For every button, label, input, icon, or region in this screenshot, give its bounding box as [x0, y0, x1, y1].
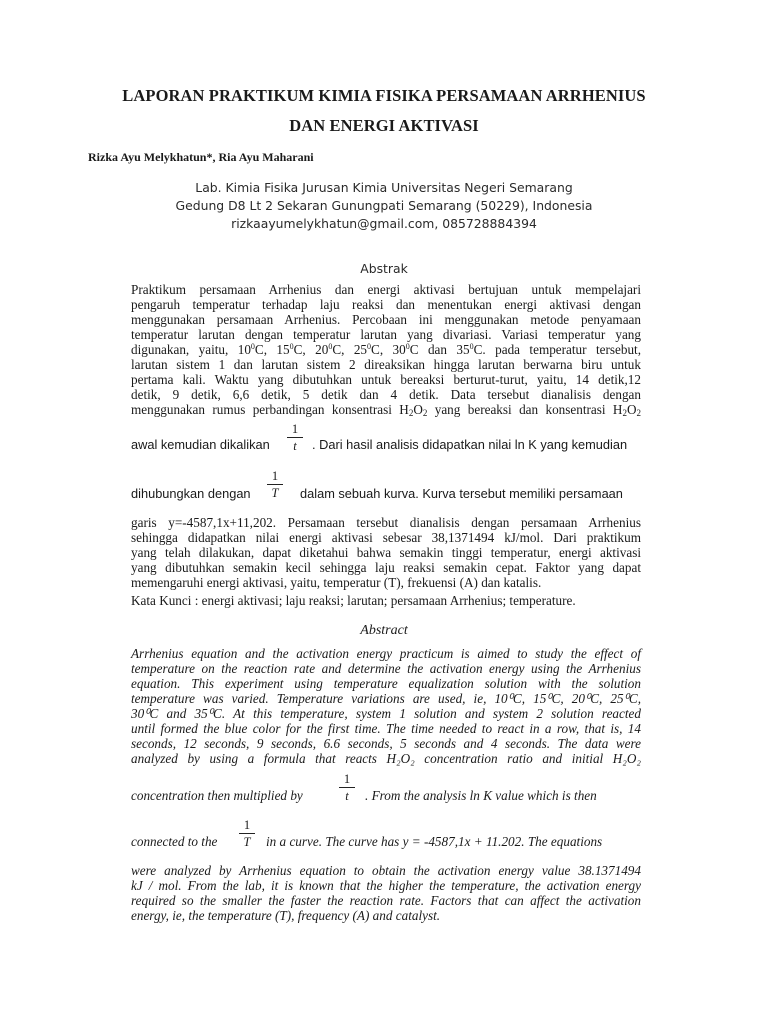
paper-title-line-1: LAPORAN PRAKTIKUM KIMIA FISIKA PERSAMAAN ARRHENIUS: [122, 86, 646, 105]
abstract-line: kJ / mol. From the lab, it is known that the higher the temperature, the activation energy: [131, 878, 641, 893]
fraction-numerator: 1: [343, 772, 351, 786]
abstract-line: equation. This experiment using temperature equalization solution with the solution: [131, 676, 641, 691]
abstrak-line: yang dibutuhkan semakin kecil sehingga laju reaksi semakin cepat. Faktor yang dapat: [131, 560, 641, 575]
abstract-line: Arrhenius equation and the activation energy practicum is aimed to study the effect of: [131, 646, 641, 661]
fraction-numerator: 1: [291, 422, 299, 436]
abstrak-line: menggunakan persamaan Arrhenius. Percobaan ini menggunakan metode penyamaan: [131, 312, 641, 327]
abstract-connected-text-cont: in a curve. The curve has y = -4587,1x + 11.202. The equations: [266, 834, 603, 849]
abstrak-awal-text: awal kemudian dikalikan: [131, 437, 270, 452]
abstrak-line: sehingga didapatkan nilai energi aktivasi sebesar 38,1371494 kJ/mol. Dari praktikum: [131, 530, 641, 545]
fraction-denominator: t: [345, 789, 349, 803]
fraction-one-over-T: [239, 818, 255, 849]
fraction-bar: [287, 437, 303, 438]
abstract-connected-text: connected to the: [131, 834, 218, 849]
abstrak-line: larutan sistem 1 dan larutan sistem 2 direaksikan hingga larutan berwarna biru untuk: [131, 357, 641, 372]
affiliation-email-phone: rizkaayumelykhatun@gmail.com, 085728884394: [231, 216, 537, 231]
abstrak-line: temperatur larutan dengan temperatur larutan yang divariasi. Variasi temperatur yang: [131, 327, 641, 342]
fraction-bar: [339, 787, 355, 788]
abstrak-line: pertama kali. Waktu yang dibutuhkan untuk bereaksi berturut-turut, yaitu, 14 detik,12: [131, 372, 641, 387]
fraction-numerator: 1: [271, 469, 279, 483]
affiliation-line-2: Gedung D8 Lt 2 Sekaran Gunungpati Semarang (50229), Indonesia: [175, 198, 593, 213]
abstrak-temperature-line: digunakan, yaitu, $10^0C$, $15^0C$, $20^0C$, $25^0C$, $30^0C$ dan $35^0C$. pada temperatur tersebut,: [131, 342, 642, 357]
fraction-denominator: T: [243, 835, 251, 849]
fraction-one-over-t: [287, 422, 303, 453]
fraction-numerator: 1: [243, 818, 251, 832]
abstract-line: temperature was varied. Temperature variations are used, ie, 10⁰C, 15⁰C, 20⁰C, 25⁰C,: [131, 691, 641, 706]
abstrak-line: detik, 9 detik, 6,6 detik, 5 detik dan 4 detik. Data tersebut dianalisis dengan: [131, 387, 641, 402]
abstrak-dihubungkan-text-cont: dalam sebuah kurva. Kurva tersebut memiliki persamaan: [300, 486, 623, 501]
abstrak-line: memengaruhi energi aktivasi, yaitu, temperatur (T), frekuensi (A) dan katalis.: [131, 575, 542, 590]
fraction-denominator: t: [293, 439, 297, 453]
abstract-concentration-text: concentration then multiplied by: [131, 788, 303, 803]
abstract-line: analyzed by using a formula that reacts H₂O₂ concentration ratio and initial H₂O₂: [131, 751, 641, 766]
author-list: Rizka Ayu Melykhatun*, Ria Ayu Maharani: [88, 150, 314, 164]
fraction-one-over-T: [267, 469, 283, 500]
affiliation-line-1: Lab. Kimia Fisika Jurusan Kimia Universitas Negeri Semarang: [195, 180, 573, 195]
abstrak-line: garis y=-4587,1x+11,202. Persamaan tersebut dianalisis dengan persamaan Arrhenius: [131, 515, 641, 530]
abstrak-dihubungkan-text: dihubungkan dengan: [131, 486, 251, 501]
abstract-heading: Abstract: [360, 623, 408, 638]
abstrak-line: Praktikum persamaan Arrhenius dan energi aktivasi bertujuan untuk mempelajari: [131, 282, 641, 297]
abstrak-awal-text-cont: . Dari hasil analisis didapatkan nilai ln K yang kemudian: [312, 437, 628, 452]
abstract-line: temperature on the reaction rate and determine the activation energy using the Arrhenius: [131, 661, 641, 676]
abstrak-line: yang telah dilakukan, dapat diketahui bahwa semakin tinggi temperatur, energi aktivasi: [131, 545, 641, 560]
abstract-line: energy, ie, the temperature (T), frequency (A) and catalyst.: [131, 908, 441, 923]
fraction-denominator: T: [271, 486, 279, 500]
abstract-line: until formed the blue color for the first time. The time needed to react in a row, that is, 14: [131, 721, 641, 736]
abstrak-heading: Abstrak: [360, 261, 408, 276]
fraction-bar: [239, 833, 255, 834]
abstrak-line: pengaruh temperatur terhadap laju reaksi dan menentukan energi aktivasi dengan: [131, 297, 641, 312]
abstract-concentration-text-cont: . From the analysis ln K value which is then: [365, 788, 597, 803]
abstrak-rumus-line: menggunakan rumus perbandingan konsentrasi $H_2O_2$ yang bereaksi dan konsentrasi $H_2O_2$: [131, 402, 641, 418]
abstract-line: seconds, 12 seconds, 9 seconds, 6.6 seconds, 5 seconds and 4 seconds. The data were: [131, 736, 641, 751]
abstract-line: were analyzed by Arrhenius equation to obtain the activation energy value 38.1371494: [131, 863, 641, 878]
abstract-line: required so the smaller the faster the reaction rate. Factors that can affect the activation: [131, 893, 641, 908]
keywords: Kata Kunci : energi aktivasi; laju reaksi; larutan; persamaan Arrhenius; temperature.: [131, 593, 576, 608]
fraction-one-over-t: [339, 772, 355, 803]
abstract-line: 30⁰C and 35⁰C. At this temperature, system 1 solution and system 2 solution reacted: [131, 706, 641, 721]
fraction-bar: [267, 484, 283, 485]
paper-title-line-2: DAN ENERGI AKTIVASI: [289, 116, 479, 135]
